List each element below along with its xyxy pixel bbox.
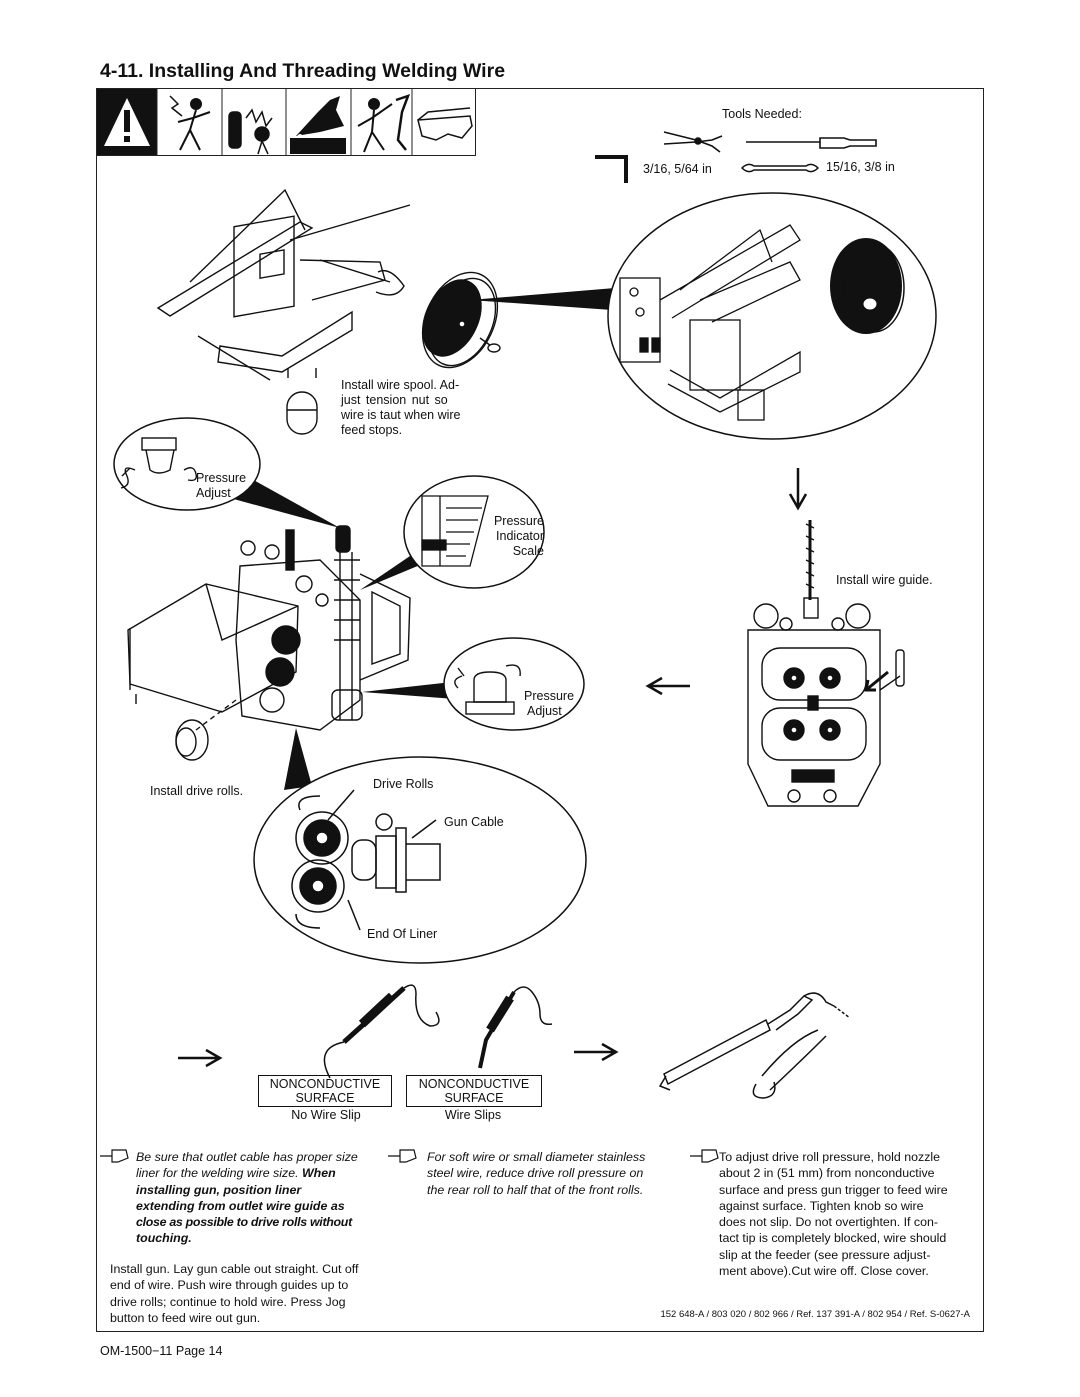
drive-mechanism-drawing [128, 526, 410, 760]
safety-glasses-icon [418, 108, 472, 140]
pliers-icon [664, 132, 722, 152]
arrow-down-icon [790, 468, 806, 508]
no-wire-slip-label: No Wire Slip [291, 1108, 361, 1122]
nonconductive-surface-left: NONCONDUCTIVE SURFACE [258, 1075, 392, 1107]
note-soft-wire: For soft wire or small diameter stainless steel wire, reduce drive roll pressure on the rear roll to half that of the front rolls. [427, 1150, 646, 1197]
hex-key-icon [595, 157, 626, 183]
wire-slips-label: Wire Slips [444, 1108, 502, 1122]
page-title: 4-11. Installing And Threading Welding Wire [100, 60, 506, 82]
tools-needed-heading: Tools Needed: [722, 107, 802, 121]
reference-numbers: 152 648-A / 803 020 / 802 966 / Ref. 137 391-A / 802 954 / Ref. S-0627-A [660, 1309, 970, 1320]
wrench-icon [742, 164, 818, 171]
spool-detail-circle [608, 193, 936, 439]
fumes-gas-icon [229, 110, 272, 154]
note-liner: Be sure that outlet cable has proper size liner for the welding wire size. When installing gun, position liner extending from outlet wire guide as close as possible to drive rolls without touching. [136, 1150, 358, 1246]
spool-instruction: Install wire spool. Ad- just tension nut so wire is taut when wire feed stops. [341, 378, 461, 437]
wire-guide-drawing [748, 520, 904, 806]
gun-cable-label: Gun Cable [444, 815, 504, 829]
warning-triangle-icon [97, 89, 157, 155]
screwdriver-icon [746, 138, 876, 148]
end-of-liner-label: End Of Liner [367, 927, 438, 941]
wire-spool-drawing [408, 260, 512, 379]
pressure-indicator-label: Pressure Indicator Scale [493, 514, 544, 558]
arrow-left-icon [648, 678, 690, 694]
pressure-adjust-top-label: Pressure Adjust [196, 471, 247, 500]
gun-test-no-slip-drawing [324, 985, 438, 1078]
hex-key-size: 3/16, 5/64 in [643, 162, 712, 176]
electric-shock-icon [170, 96, 210, 150]
install-gun-text: Install gun. Lay gun cable out straight. Cut off end of wire. Push wire through guides up to drive rolls; continue to hold wire. Press Jog button to feed wire out gun. [110, 1262, 359, 1325]
arrow-right-1-icon [178, 1050, 220, 1066]
gun-cut-wire-drawing [660, 993, 850, 1098]
drive-rolls-label: Drive Rolls [373, 777, 434, 791]
gun-test-slips-drawing [480, 987, 552, 1068]
moving-parts-icon [358, 96, 408, 152]
arrow-right-2-icon [574, 1044, 616, 1060]
install-wire-guide-label: Install wire guide. [836, 573, 933, 587]
wrench-size: 15/16, 3/8 in [826, 160, 895, 174]
note-adjust-pressure: To adjust drive roll pressure, hold nozzle about 2 in (51 mm) from nonconductive surface and press gun trigger to feed wire against surface. Tighten knob so wire does not slip. Do not overtighten. If con- tact tip is completely blocked, wire should slip at the feeder (see pressure adjust- ment above).Cut wire off. Close cover. [719, 1150, 948, 1279]
pressure-adjust-mid-label: Pressure Adjust [524, 689, 575, 718]
nonconductive-surface-right: NONCONDUCTIVE SURFACE [406, 1075, 542, 1107]
hot-parts-icon [290, 96, 346, 154]
page-footer: OM-1500−11 Page 14 [100, 1344, 223, 1358]
install-drive-rolls-label: Install drive rolls. [150, 784, 244, 798]
